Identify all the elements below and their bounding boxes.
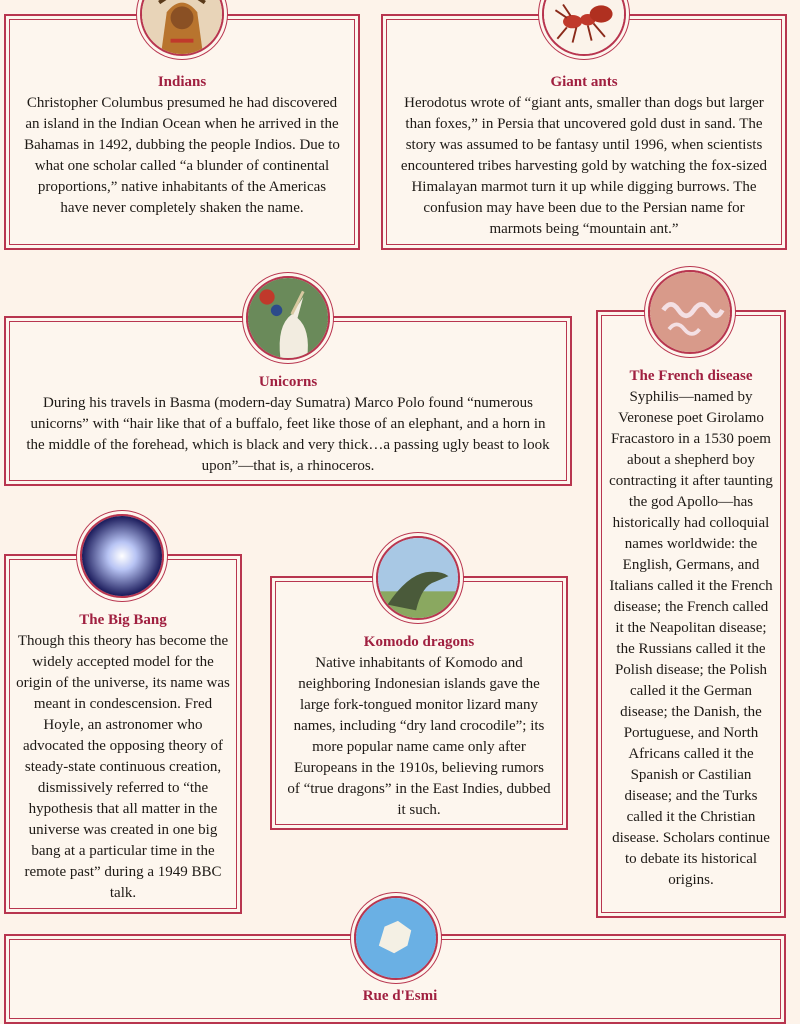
card-title: Komodo dragons (363, 634, 475, 650)
card-title: The Big Bang (79, 612, 167, 628)
card-body: Though this theory has become the widely accepted model for the origin of the universe, its name was meant in condescension. Fred Hoyle, an astronomer who advocated the opposing theory of steady-state continuous creation, dismissively referred to “the hypothesis that all matter in the universe was created in one big bang at a particular time in the remote past” during a 1949 BBC talk. (16, 633, 230, 901)
card-title: Unicorns (258, 374, 318, 390)
bottom-card-title: Rue d'Esmi (362, 988, 438, 1004)
starburst-icon (80, 514, 164, 598)
card-title: Indians (157, 74, 207, 90)
bacteria-icon (648, 270, 732, 354)
card-body: Native inhabitants of Komodo and neighboring Indonesian islands gave the large fork-tongued monitor lizard many names, including “dry land crocodile”; its more popular name came only after Europeans in the 1910s, believing rumors of “true dragons” in the East Indies, dubbed it such. (287, 655, 551, 818)
unicorn-icon (246, 276, 330, 360)
card-title: Giant ants (550, 74, 618, 90)
card-body: During his travels in Basma (modern-day Sumatra) Marco Polo found “numerous unicorns” with “hair like that of a buffalo, feet like those of an elephant, and a horn in the middle of the forehead, which is black and very thick…a passing ugly beast to look upon”—that is, a rhinoceros. (26, 395, 550, 474)
card-title: The French disease (629, 368, 753, 384)
card-body: Herodotus wrote of “giant ants, smaller than dogs but larger than foxes,” in Persia that uncovered gold dust in sand. The story was assumed to be fantasy until 1996, when scientists encountered tribes harvesting gold by watching the fox-sized Himalayan marmot turn it up while digging burrows. The confusion may have been due to the Persian name for marmots being “mountain ant.” (400, 95, 768, 237)
card-body: Syphilis—named by Veronese poet Girolamo Fracastoro in a 1530 poem about a shepherd boy contracting it after taunting the god Apollo—has historically had colloquial names worldwide: the English, Germans, and Italians called it the French disease; the French called it the Neapolitan disease; the Russians called it the Polish disease; the Polish called it the German disease; the Danish, the Portuguese, and North Africans called it the Spanish or Castilian disease; and the Turks called it the Christian disease. Scholars continue to debate its historical origins. (609, 389, 773, 888)
card-french-disease (596, 310, 786, 918)
lizard-icon (376, 536, 460, 620)
card-big-bang (4, 554, 242, 914)
map-icon (354, 896, 438, 980)
card-body: Christopher Columbus presumed he had discovered an island in the Indian Ocean when he arrived in the Bahamas in 1492, dubbing the people Indios. Due to what one scholar called “a blunder of continental proportions,” native inhabitants of the Americas have never completely shaken the name. (24, 95, 340, 216)
